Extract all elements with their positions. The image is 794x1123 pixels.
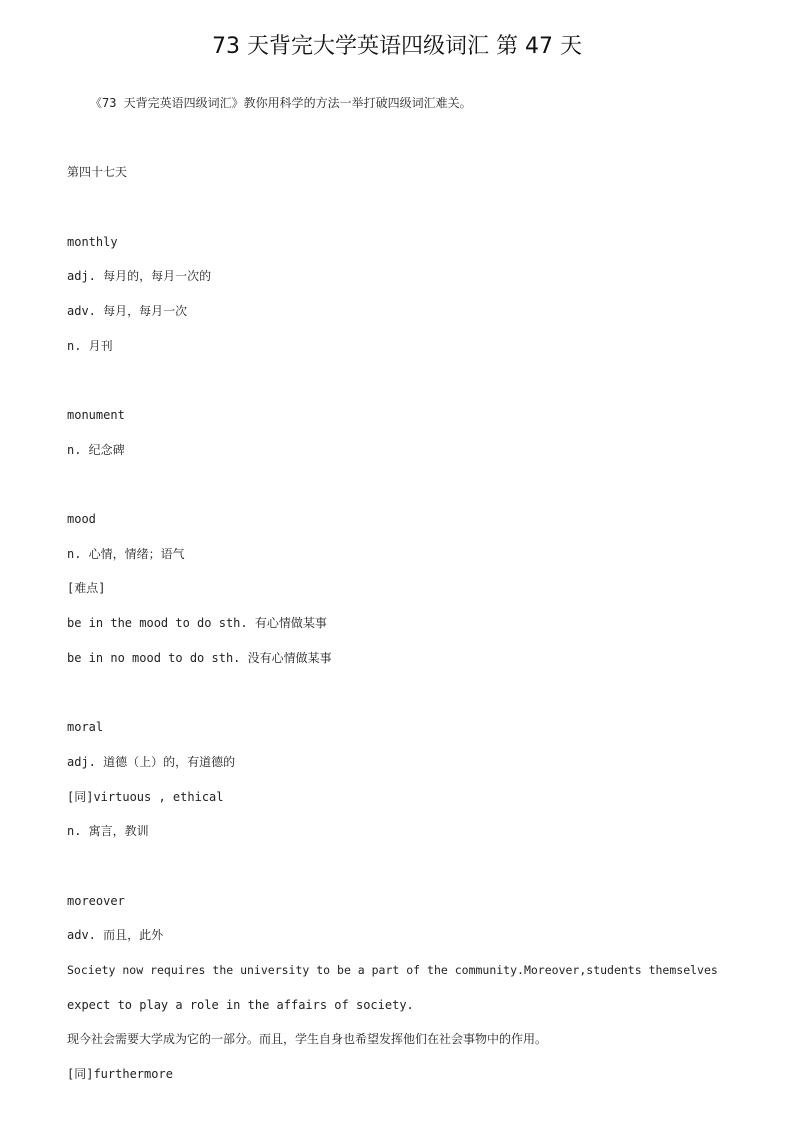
entry-word: mood (67, 512, 96, 526)
entry-definition: adj. 每月的，每月一次的 (67, 269, 212, 283)
example-translation: 现今社会需要大学成为它的一部分。而且，学生自身也希望发挥他们在社会事物中的作用。 (67, 1032, 548, 1046)
entry-note-label: [难点] (67, 581, 106, 595)
entry-phrase: be in no mood to do sth. 没有心情做某事 (67, 651, 332, 665)
entry-word: moreover (67, 894, 125, 908)
intro-paragraph: 《73 天背完英语四级词汇》教你用科学的方法一举打破四级词汇难关。 (90, 96, 472, 110)
entry-synonyms: [同]virtuous , ethical (67, 790, 224, 804)
entry-definition: adv. 而且，此外 (67, 928, 164, 942)
entry-definition: n. 月刊 (67, 339, 113, 353)
entry-definition: n. 心情，情绪；语气 (67, 547, 185, 561)
entry-definition: adj. 道德（上）的，有道德的 (67, 755, 236, 769)
entry-word: moral (67, 720, 104, 734)
entry-definition: adv. 每月，每月一次 (67, 304, 188, 318)
entry-definition: n. 寓言，教训 (67, 824, 149, 838)
entry-phrase: be in the mood to do sth. 有心情做某事 (67, 616, 327, 630)
day-heading: 第四十七天 (67, 165, 128, 179)
entry-synonyms: [同]furthermore (67, 1067, 173, 1081)
example-sentence: expect to play a role in the affairs of society. (67, 998, 414, 1012)
entry-word: monument (67, 408, 125, 422)
entry-definition: n. 纪念碑 (67, 443, 125, 457)
example-sentence: Society now requires the university to be a part of the community.Moreover,students themselves (67, 963, 718, 977)
page-title: 73 天背完大学英语四级词汇 第 47 天 (212, 34, 582, 59)
entry-word: monthly (67, 235, 118, 249)
